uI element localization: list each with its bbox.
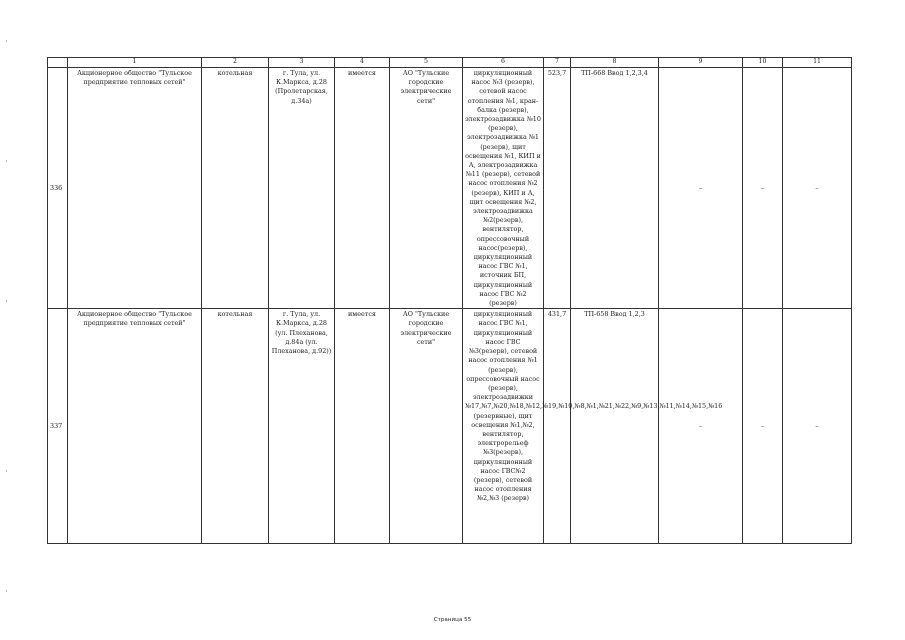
supplier-cell: АО "Тульские городские электрические сети" xyxy=(390,309,463,544)
col10-cell: – xyxy=(743,309,783,544)
data-table xyxy=(47,57,852,544)
scan-mark xyxy=(6,40,7,42)
table-row xyxy=(48,309,852,544)
organization-cell: Акционерное общество "Тульское предприятие тепловых сетей" xyxy=(68,309,202,544)
col11-cell: – xyxy=(783,68,852,309)
header-cell xyxy=(48,58,68,68)
header-cell: 8 xyxy=(571,58,659,68)
row-number: 336 xyxy=(48,68,68,309)
table-row xyxy=(48,68,852,309)
address-cell: г. Тула, ул. К.Маркса, д.28 (ул. Плеханова, д.84а (ул. Плеханова, д.92)) xyxy=(269,309,335,544)
power-cell: 523,7 xyxy=(544,68,571,309)
header-cell: 2 xyxy=(202,58,269,68)
header-row xyxy=(48,58,852,68)
header-cell: 5 xyxy=(390,58,463,68)
object-type-cell: котельная xyxy=(202,68,269,309)
scan-mark xyxy=(6,590,7,592)
substation-cell: ТП-668 Ввод 1,2,3,4 xyxy=(571,68,659,309)
header-cell: 7 xyxy=(544,58,571,68)
scan-mark xyxy=(6,160,7,162)
row-number: 337 xyxy=(48,309,68,544)
header-cell: 11 xyxy=(783,58,852,68)
col10-cell: – xyxy=(743,68,783,309)
col9-cell: – xyxy=(659,68,743,309)
scan-mark xyxy=(6,470,7,472)
supplier-cell: АО "Тульские городские электрические сети" xyxy=(390,68,463,309)
header-cell: 9 xyxy=(659,58,743,68)
power-cell: 431,7 xyxy=(544,309,571,544)
col11-cell: – xyxy=(783,309,852,544)
substation-cell: ТП-658 Ввод 1,2,3 xyxy=(571,309,659,544)
organization-cell: Акционерное общество "Тульское предприятие тепловых сетей" xyxy=(68,68,202,309)
object-type-cell: котельная xyxy=(202,309,269,544)
equipment-cell: циркуляционный насос №3 (резерв), сетевой насос отопления №1, кран-балка (резерв), электрозадвижка №10 (резерв), электрозадвижка №1 (резерв), щит освещения №1, КИП и А, электрозадвижка №11 (резерв), сетевой насос отопления №2 (резерв), КИП и А, щит освещения №2, электрозадвижка №2(резерв), вентилятор, опрессовочный насос(резерв), циркуляционный насос ГВС №1, источник БП, циркуляционный насос ГВС №2 (резерв) xyxy=(463,68,544,309)
header-cell: 10 xyxy=(743,58,783,68)
header-cell: 1 xyxy=(68,58,202,68)
address-cell: г. Тула, ул. К.Маркса, д.28 (Пролетарская, д.34а) xyxy=(269,68,335,309)
header-cell: 6 xyxy=(463,58,544,68)
availability-cell: имеется xyxy=(335,309,390,544)
header-cell: 4 xyxy=(335,58,390,68)
scan-mark xyxy=(6,300,7,302)
availability-cell: имеется xyxy=(335,68,390,309)
page-number: Страница 55 xyxy=(433,617,472,623)
equipment-cell: циркуляционный насос ГВС №1, циркуляционный насос ГВС №3(резерв), сетевой насос отопления №1 (резерв), опрессовочный насос (резерв), электрозадвижки №17,№7,№20,№18,№12,№19,№10,№8,№1,№21,№22,№9,№13,№11,№14,№15,№16 (резервные), щит освещения №1,№2, вентилятор, электрорельеф №3(резерв), циркуляционный насос ГВС№2 (резерв), сетевой насос отопления №2,№3 (резерв) xyxy=(463,309,544,544)
col9-cell: – xyxy=(659,309,743,544)
header-cell: 3 xyxy=(269,58,335,68)
